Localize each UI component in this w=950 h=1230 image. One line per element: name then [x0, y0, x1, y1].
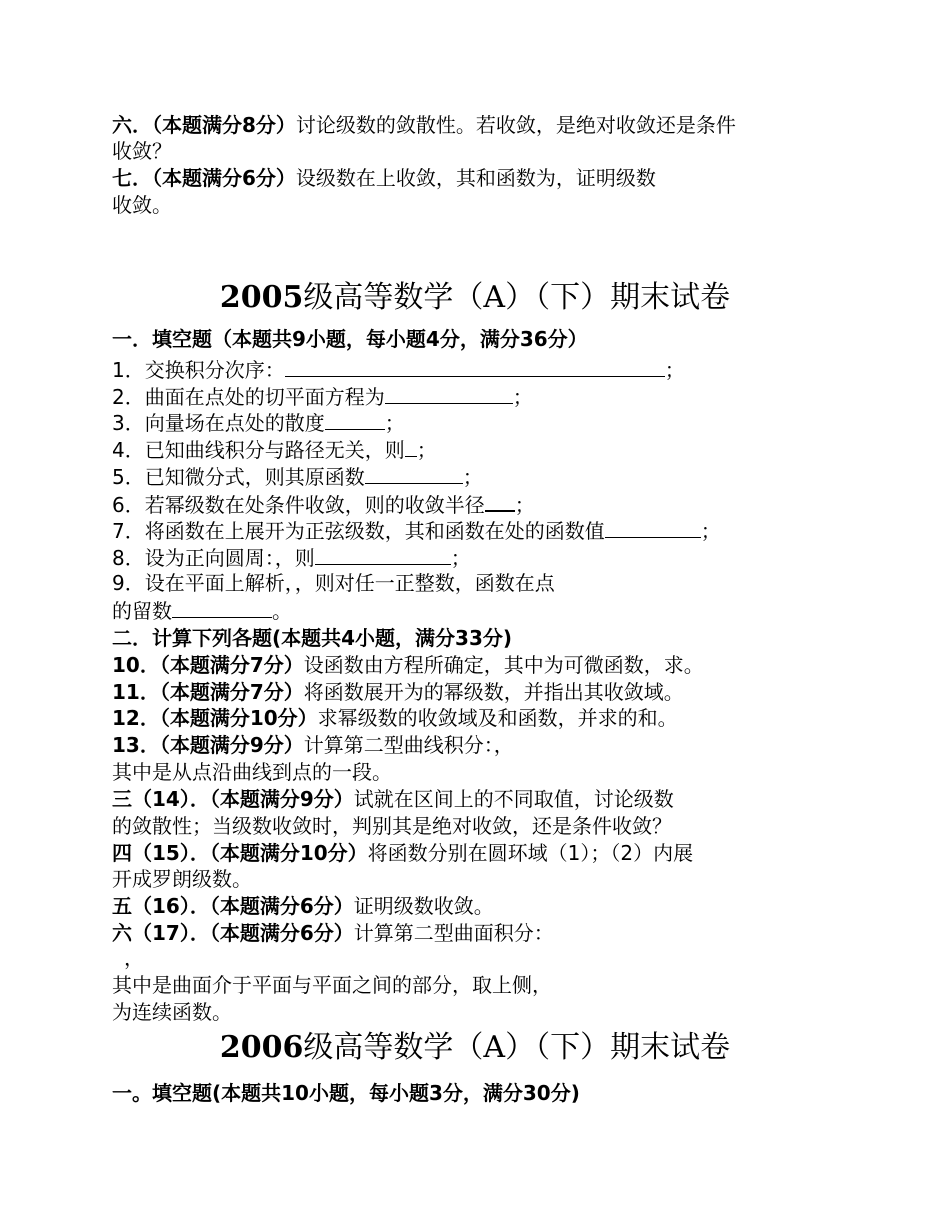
fill-9-blank [172, 597, 272, 618]
question-7-continuation: 收敛。 [112, 193, 172, 217]
exam-2005-title-text: 级高等数学（A）（下）期末试卷 [303, 280, 731, 315]
fill-4 [112, 436, 437, 463]
question-11-heading: 11．（本题满分7分） [112, 680, 304, 704]
question-16-text: 证明级数收敛。 [353, 894, 494, 918]
question-17-text: 计算第二型曲面积分： [353, 921, 554, 945]
fill-5-end: ； [462, 465, 483, 489]
question-7-heading: 七．（本题满分6分） [112, 166, 296, 190]
question-10-text: 设函数由方程所确定，其中为可微函数，求。 [303, 653, 704, 677]
fill-3-blank [325, 409, 385, 430]
fill-8-blank [315, 544, 451, 565]
fill-7-text: 7．将函数在上展开为正弦级数，其和函数在处的函数值 [112, 519, 605, 543]
question-16 [112, 893, 494, 919]
question-10-heading: 10．（本题满分7分） [112, 653, 304, 677]
question-14-text: 试就在区间上的不同取值，讨论级数 [353, 787, 674, 811]
fill-1-blank [285, 356, 665, 377]
fill-2-blank [385, 383, 513, 404]
fill-5 [112, 463, 483, 490]
fill-9-end: 。 [272, 599, 292, 623]
question-12 [112, 705, 678, 731]
question-17-continuation-2: 为连续函数。 [112, 1000, 232, 1024]
fill-7-end: ； [700, 519, 721, 543]
question-7-text: 设级数在上收敛，其和函数为，证明级数 [295, 166, 656, 190]
question-14-continuation: 的敛散性；当级数收敛时，判别其是绝对收敛，还是条件收敛？ [112, 814, 672, 838]
fill-9-cont-text: 的留数 [112, 599, 172, 623]
question-13 [112, 732, 514, 758]
fill-2 [112, 383, 533, 410]
fill-6-end: ； [514, 493, 535, 517]
question-13-heading: 13．（本题满分9分） [112, 733, 304, 757]
exam-2005-part-1-heading: 一．填空题（本题共9小题，每小题4分，满分36分） [112, 327, 588, 351]
fill-1 [112, 356, 685, 383]
question-15-text: 将函数分别在圆环域（1）；（2）内展 [367, 841, 694, 865]
fill-3 [112, 409, 405, 436]
exam-2005-part-2-heading: 二．计算下列各题(本题共4小题，满分33分) [112, 626, 513, 650]
fill-6-blank [485, 490, 515, 512]
exam-2006-part-1-heading: 一。填空题(本题共10小题，每小题3分，满分30分) [112, 1081, 580, 1105]
fill-9-continuation [112, 597, 292, 624]
fill-5-text: 5．已知微分式，则其原函数 [112, 465, 365, 489]
question-12-heading: 12．（本题满分10分） [112, 706, 318, 730]
question-12-text: 求幂级数的收敛域及和函数，并求的和。 [317, 706, 678, 730]
question-11 [112, 679, 684, 705]
fill-4-text: 4．已知曲线积分与路径无关，则 [112, 438, 405, 462]
question-15-heading: 四（15）．（本题满分10分） [112, 841, 368, 865]
fill-9: 9．设在平面上解析，，则对任一正整数，函数在点 [112, 571, 555, 595]
fill-2-end: ； [512, 385, 533, 409]
fill-7-blank [605, 517, 701, 538]
question-17-formula-comma: ， [124, 946, 144, 970]
fill-3-end: ； [384, 411, 405, 435]
question-17 [112, 920, 554, 946]
question-13-continuation: 其中是从点沿曲线到点的一段。 [112, 760, 392, 784]
question-16-heading: 五（16）．（本题满分6分） [112, 894, 354, 918]
exam-2005-title [0, 278, 950, 318]
exam-2006-title-year: 2006 [219, 1030, 304, 1065]
fill-4-blank [405, 436, 417, 457]
fill-7 [112, 517, 721, 544]
question-15 [112, 840, 693, 866]
question-7-line [112, 165, 656, 191]
exam-2006-title [0, 1028, 950, 1068]
fill-8 [112, 544, 471, 571]
fill-1-end: ； [664, 358, 685, 382]
question-17-continuation-1: 其中是曲面介于平面与平面之间的部分，取上侧， [112, 973, 552, 997]
fill-5-blank [365, 463, 463, 484]
question-10 [112, 652, 704, 678]
question-6-heading: 六．（本题满分8分） [112, 113, 296, 137]
question-6-continuation: 收敛？ [112, 139, 172, 163]
fill-6-text: 6．若幂级数在处条件收敛，则的收敛半径 [112, 493, 485, 517]
question-14 [112, 786, 674, 812]
fill-8-text: 8．设为正向圆周：，则 [112, 546, 315, 570]
exam-2005-title-year: 2005 [219, 280, 304, 315]
question-6-line [112, 112, 736, 138]
question-15-continuation: 开成罗朗级数。 [112, 867, 252, 891]
fill-2-text: 2．曲面在点处的切平面方程为 [112, 385, 385, 409]
fill-1-text: 1．交换积分次序： [112, 358, 285, 382]
fill-3-text: 3．向量场在点处的散度 [112, 411, 325, 435]
question-13-text: 计算第二型曲线积分：， [303, 733, 514, 757]
fill-8-end: ； [450, 546, 471, 570]
fill-4-end: ； [416, 438, 437, 462]
question-17-heading: 六（17）．（本题满分6分） [112, 921, 354, 945]
fill-6 [112, 490, 535, 518]
question-14-heading: 三（14）．（本题满分9分） [112, 787, 354, 811]
exam-2006-title-text: 级高等数学（A）（下）期末试卷 [303, 1030, 731, 1065]
question-6-text: 讨论级数的敛散性。若收敛，是绝对收敛还是条件 [295, 113, 736, 137]
question-11-text: 将函数展开为的幂级数，并指出其收敛域。 [303, 680, 684, 704]
